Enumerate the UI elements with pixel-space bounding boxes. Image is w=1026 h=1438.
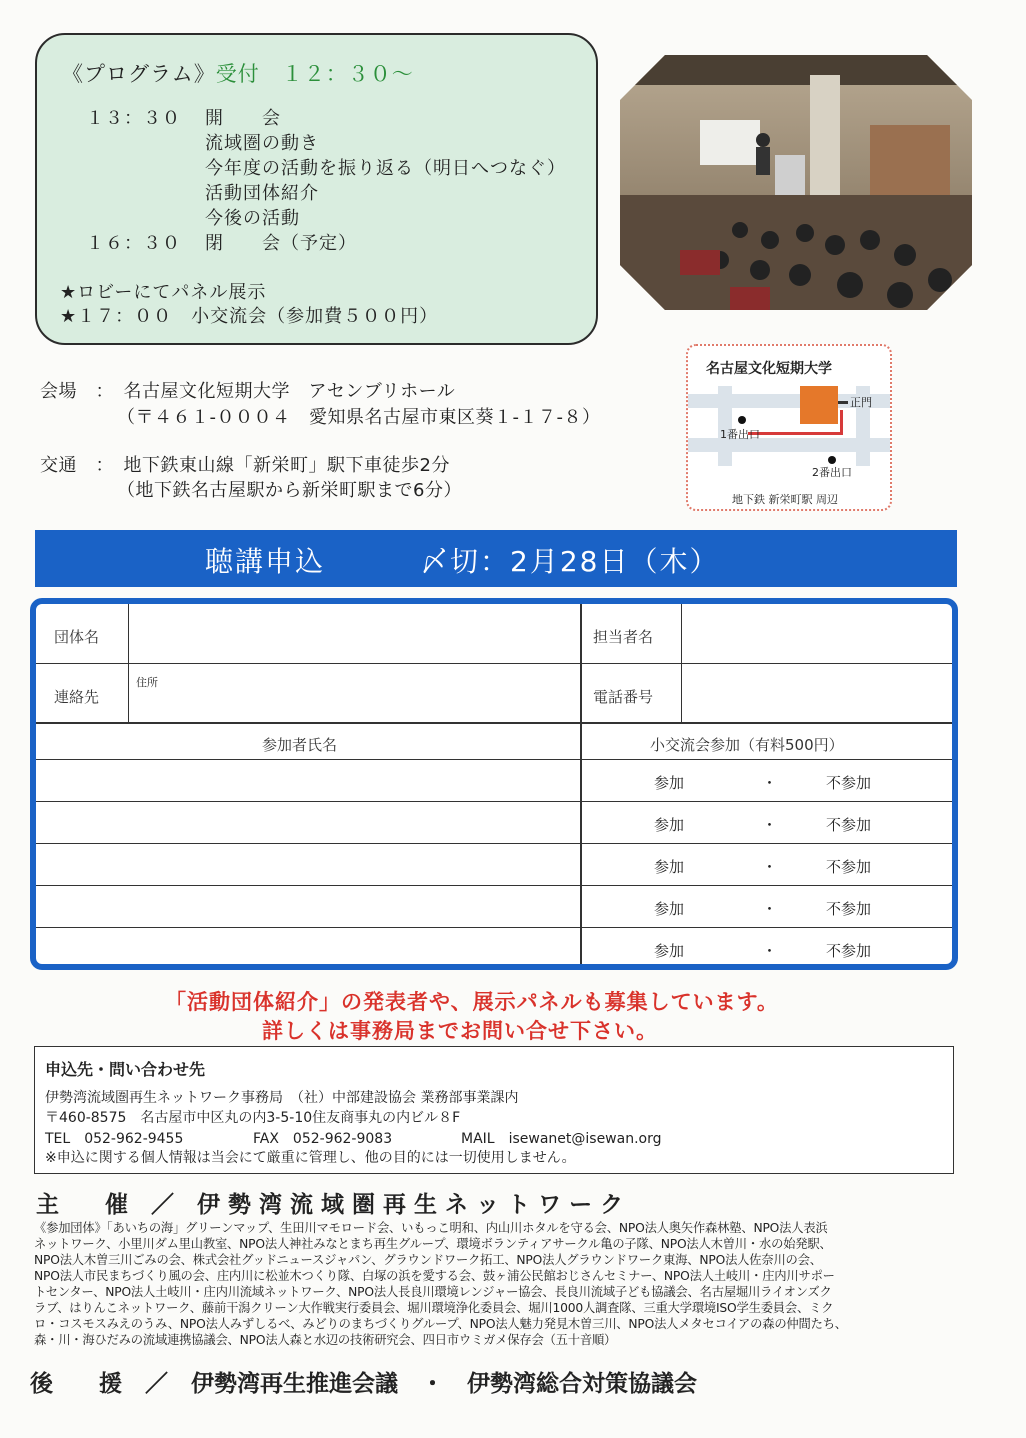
program-item: 今後の活動 — [205, 208, 300, 229]
form-divider — [580, 604, 582, 964]
join-option[interactable]: 参加 — [654, 816, 685, 834]
member-line: ラブ、はりんこネットワーク、藤前干潟クリーン大作戦実行委員会、堀川環境浄化委員会、堀川1000人調査隊、三重大学環境ISO学生委員会、ミク — [34, 1301, 834, 1315]
join-option[interactable]: 参加 — [654, 774, 685, 792]
map-title: 名古屋文化短期大学 — [706, 361, 832, 377]
participant-name-field[interactable] — [36, 844, 580, 885]
banner-title: 聴講申込 — [205, 545, 326, 578]
person-field[interactable] — [684, 608, 948, 660]
option-separator: ・ — [762, 942, 778, 960]
gate-marker — [838, 401, 848, 404]
form-divider — [36, 722, 952, 724]
phone-label: 電話番号 — [593, 688, 654, 706]
member-line: NPO法人市民まちづくり風の会、庄内川に松並木つくり隊、白塚の浜を愛する会、鼓ヶ浦公民館おじさんセミナー、NPO法人土岐川・庄内川サポー — [34, 1269, 835, 1283]
option-separator: ・ — [762, 858, 778, 876]
contact-mail[interactable]: MAIL isewanet@isewan.org — [461, 1131, 662, 1147]
decline-option[interactable]: 不参加 — [826, 900, 872, 918]
program-item: 活動団体紹介 — [205, 183, 319, 204]
member-line: トセンター、NPO法人土岐川・庄内川流域ネットワーク、NPO法人長良川環境レンジャー協会、長良川流域子ども協議会、名古屋堀川ライオンズク — [34, 1285, 832, 1299]
recruit-notice: 「活動団体紹介」の発表者や、展示パネルも募集しています。 — [165, 990, 779, 1014]
program-title: 《プログラム》受付 １２：３０〜 — [62, 62, 414, 86]
program-item: 今年度の活動を振り返る（明日へつなぐ） — [205, 158, 566, 179]
lecture-hall-photo — [620, 55, 972, 310]
venue-address: （〒４６１-０００４ 愛知県名古屋市東区葵１-１７-８） — [117, 407, 601, 428]
program-item: 流域圏の動き — [205, 133, 319, 154]
contact-office: 伊勢湾流域圏再生ネットワーク事務局 （社）中部建設協会 業務部事業課内 — [45, 1090, 519, 1106]
venue-line: 会場 ： 名古屋文化短期大学 アセンブリホール — [40, 381, 456, 402]
decline-option[interactable]: 不参加 — [826, 774, 872, 792]
contact-label: 連絡先 — [54, 688, 100, 706]
program-time: １３：３０ — [86, 108, 181, 129]
contact-heading: 申込先・問い合わせ先 — [45, 1060, 206, 1079]
program-item: 閉 会（予定） — [205, 233, 357, 254]
application-banner — [35, 530, 957, 587]
participant-name-field[interactable] — [36, 886, 580, 927]
exit-marker — [828, 456, 836, 464]
contact-box — [34, 1046, 954, 1174]
member-line: NPO法人木曽三川ごみの会、株式会社グッドニュースジャパン、グラウンドワーク拓工、NPO法人グラウンドワーク東海、NPO法人佐奈川の会、 — [34, 1253, 822, 1267]
join-option[interactable]: 参加 — [654, 900, 685, 918]
phone-field[interactable] — [684, 668, 948, 720]
address-label: 住所 — [136, 676, 158, 689]
access-line: 交通 ： 地下鉄東山線「新栄町」駅下車徒歩2分 — [40, 455, 450, 476]
gate-label: 正門 — [850, 396, 872, 409]
decline-option[interactable]: 不参加 — [826, 816, 872, 834]
inquiry-notice: 詳しくは事務局までお問い合せ下さい。 — [262, 1019, 658, 1043]
contact-address: 〒460-8575 名古屋市中区丸の内3-5-10住友商事丸の内ビル８F — [45, 1110, 461, 1126]
party-header: 小交流会参加（有料500円） — [650, 736, 844, 754]
address-field[interactable] — [132, 668, 576, 720]
participant-name-field[interactable] — [36, 928, 580, 964]
participants-header: 参加者氏名 — [262, 736, 338, 754]
member-line: ネットワーク、小里川ダム里山教室、NPO法人神社みなとまち再生グループ、環境ボランティアサークル亀の子隊、NPO法人木曽川・水の始発駅、 — [34, 1237, 832, 1251]
route-line — [840, 410, 843, 435]
form-divider — [128, 604, 129, 722]
member-line: 《参加団体》「あいちの海」グリーンマップ、生田川マモロード会、いもっこ明和、内山川ホタルを守る会、NPO法人奥矢作森林塾、NPO法人表浜 — [34, 1221, 828, 1235]
member-line: 森・川・海ひだみの流域連携協議会、NPO法人森と水辺の技術研究会、四日市ウミガメ保存会（五十音順） — [34, 1333, 617, 1347]
access-map — [686, 344, 892, 511]
program-note: ★１７：００ 小交流会（参加費５００円） — [60, 306, 439, 327]
privacy-note: ※申込に関する個人情報は当会にて厳重に管理し、他の目的には一切使用しません。 — [45, 1150, 576, 1166]
decline-option[interactable]: 不参加 — [826, 942, 872, 960]
access-note: （地下鉄名古屋駅から新栄町駅まで6分） — [117, 480, 462, 501]
support-line: 後 援 ／ 伊勢湾再生推進会議 ・ 伊勢湾総合対策協議会 — [30, 1371, 697, 1397]
decline-option[interactable]: 不参加 — [826, 858, 872, 876]
option-separator: ・ — [762, 900, 778, 918]
form-divider — [681, 604, 682, 722]
org-label: 団体名 — [54, 628, 100, 646]
program-item: 開 会 — [205, 108, 281, 129]
program-time: １６：３０ — [86, 233, 181, 254]
participant-name-field[interactable] — [36, 802, 580, 843]
map-caption: 地下鉄 新栄町駅 周辺 — [732, 493, 838, 506]
contact-tel: TEL 052-962-9455 — [45, 1131, 184, 1147]
org-field[interactable] — [132, 608, 576, 660]
option-separator: ・ — [762, 816, 778, 834]
exit-label: 2番出口 — [812, 466, 852, 479]
host-line: 主 催 ／ 伊 勢 湾 流 域 圏 再 生 ネ ッ ト ワ ー ク — [36, 1192, 624, 1218]
banner-deadline: 〆切：2月28日（木） — [420, 545, 720, 578]
program-note: ★ロビーにてパネル展示 — [60, 282, 267, 303]
person-label: 担当者名 — [593, 628, 654, 646]
campus-building — [800, 386, 838, 424]
exit-label: 1番出口 — [720, 428, 760, 441]
option-separator: ・ — [762, 774, 778, 792]
contact-fax: FAX 052-962-9083 — [253, 1131, 393, 1147]
join-option[interactable]: 参加 — [654, 858, 685, 876]
member-line: ロ・コスモスみえのうみ、NPO法人みずしるべ、みどりのまちづくりグループ、NPO法人魅力発見木曽三川、NPO法人メタセコイアの森の仲間たち、 — [34, 1317, 847, 1331]
route-line — [748, 432, 843, 435]
participant-name-field[interactable] — [36, 760, 580, 801]
application-form — [30, 598, 958, 970]
exit-marker — [738, 416, 746, 424]
join-option[interactable]: 参加 — [654, 942, 685, 960]
form-divider — [36, 663, 952, 664]
